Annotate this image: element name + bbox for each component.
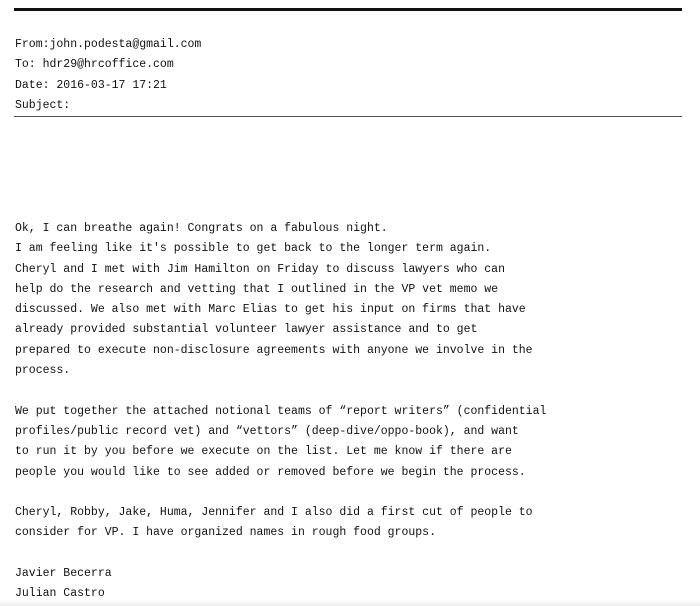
body-line: I am feeling like it's possible to get back to the longer term again. — [15, 242, 492, 256]
email-header — [15, 35, 682, 116]
subject-line: Subject: — [15, 98, 71, 112]
paragraph-4 — [15, 564, 682, 605]
to-line: To: hdr29@hrcoffice.com — [15, 58, 174, 72]
body-line: help do the research and vetting that I outlined in the VP vet memo we — [15, 282, 499, 296]
body-line: already provided substantial volunteer lawyer assistance and to get — [15, 323, 478, 337]
paragraph-2 — [15, 402, 682, 483]
body-line: discussed. We also met with Marc Elias to get his input on firms that have — [15, 303, 526, 317]
email-body — [15, 219, 682, 605]
bottom-edge-shadow — [0, 600, 700, 606]
header-divider — [14, 116, 682, 117]
body-line: We put together the attached notional teams of “report writers” (confidential — [15, 404, 547, 418]
body-line: profiles/public record vet) and “vettors” (deep-dive/oppo-book), and want — [15, 424, 519, 438]
paragraph-gap — [15, 381, 682, 401]
paragraph-gap — [15, 544, 682, 564]
from-line: From:john.podesta@gmail.com — [15, 38, 202, 51]
date-line: Date: 2016-03-17 17:21 — [15, 78, 167, 92]
body-line: process. — [15, 364, 71, 378]
body-line: to run it by you before we execute on the list. Let me know if there are — [15, 445, 512, 459]
body-line: Cheryl, Robby, Jake, Huma, Jennifer and I also did a first cut of people to — [15, 506, 533, 520]
paragraph-3 — [15, 503, 682, 544]
paragraph-gap — [15, 483, 682, 503]
body-line: Javier Becerra — [15, 567, 112, 581]
body-line: consider for VP. I have organized names in rough food groups. — [15, 526, 436, 540]
paragraph-1 — [15, 219, 682, 381]
body-line: prepared to execute non-disclosure agreements with anyone we involve in the — [15, 343, 533, 357]
body-line: people you would like to see added or removed before we begin the process. — [15, 465, 526, 479]
body-line: Ok, I can breathe again! Congrats on a fabulous night. — [15, 222, 388, 235]
body-line: Cheryl and I met with Jim Hamilton on Friday to discuss lawyers who can — [15, 262, 505, 276]
body-line: Julian Castro — [15, 587, 105, 601]
top-divider — [14, 8, 682, 11]
